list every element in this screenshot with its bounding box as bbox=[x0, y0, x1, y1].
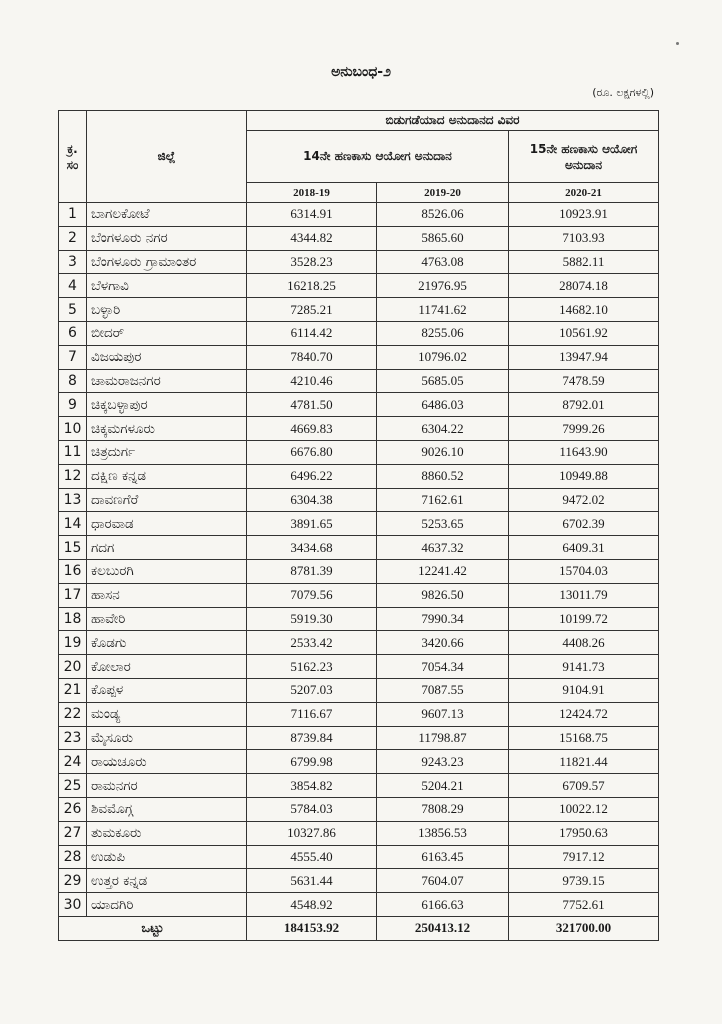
grant-2020-21: 5882.11 bbox=[509, 250, 659, 274]
grant-2020-21: 9739.15 bbox=[509, 869, 659, 893]
grant-2020-21: 10949.88 bbox=[509, 464, 659, 488]
grant-2019-20: 6163.45 bbox=[377, 845, 509, 869]
table-row bbox=[59, 655, 659, 679]
grant-2019-20: 7054.34 bbox=[377, 655, 509, 679]
total-value: 321700.00 bbox=[509, 916, 659, 940]
serial-number: 9 bbox=[59, 393, 87, 417]
grant-2019-20: 4637.32 bbox=[377, 536, 509, 560]
grant-2019-20: 21976.95 bbox=[377, 274, 509, 298]
district-name: ಬೆಳಗಾವಿ bbox=[87, 274, 247, 298]
unit-note: (ರೂ. ಲಕ್ಷಗಳಲ್ಲಿ) bbox=[592, 86, 654, 99]
serial-number: 28 bbox=[59, 845, 87, 869]
header-grant-details: ಬಿಡುಗಡೆಯಾದ ಅನುದಾನದ ವಿವರ bbox=[247, 111, 659, 131]
grant-2020-21: 7917.12 bbox=[509, 845, 659, 869]
grant-2018-19: 6676.80 bbox=[247, 440, 377, 464]
serial-number: 8 bbox=[59, 369, 87, 393]
grant-2020-21: 7999.26 bbox=[509, 417, 659, 441]
table-row bbox=[59, 345, 659, 369]
grant-2020-21: 28074.18 bbox=[509, 274, 659, 298]
grant-2020-21: 10923.91 bbox=[509, 203, 659, 227]
serial-number: 14 bbox=[59, 512, 87, 536]
grant-2019-20: 11798.87 bbox=[377, 726, 509, 750]
grant-2018-19: 8739.84 bbox=[247, 726, 377, 750]
table-row bbox=[59, 607, 659, 631]
serial-number: 12 bbox=[59, 464, 87, 488]
district-name: ಕೊಪ್ಪಳ bbox=[87, 678, 247, 702]
table-row bbox=[59, 250, 659, 274]
grant-2019-20: 9243.23 bbox=[377, 750, 509, 774]
grant-2020-21: 10022.12 bbox=[509, 797, 659, 821]
total-value: 250413.12 bbox=[377, 916, 509, 940]
district-name: ಬೀದರ್ bbox=[87, 321, 247, 345]
district-name: ಚಿಕ್ಕಬಳ್ಳಾಪುರ bbox=[87, 393, 247, 417]
table-row bbox=[59, 702, 659, 726]
grant-2019-20: 5865.60 bbox=[377, 226, 509, 250]
table-row bbox=[59, 821, 659, 845]
grant-2018-19: 2533.42 bbox=[247, 631, 377, 655]
grant-2020-21: 7752.61 bbox=[509, 893, 659, 917]
district-name: ಧಾರವಾಡ bbox=[87, 512, 247, 536]
serial-number: 3 bbox=[59, 250, 87, 274]
grant-2018-19: 5162.23 bbox=[247, 655, 377, 679]
grant-2020-21: 10199.72 bbox=[509, 607, 659, 631]
table-row bbox=[59, 464, 659, 488]
district-name: ಯಾದಗಿರಿ bbox=[87, 893, 247, 917]
serial-number: 13 bbox=[59, 488, 87, 512]
table-row bbox=[59, 750, 659, 774]
grant-2019-20: 9026.10 bbox=[377, 440, 509, 464]
grant-2019-20: 9826.50 bbox=[377, 583, 509, 607]
grant-2018-19: 8781.39 bbox=[247, 559, 377, 583]
district-name: ಮಂಡ್ಯ bbox=[87, 702, 247, 726]
grant-2019-20: 8526.06 bbox=[377, 203, 509, 227]
grant-2019-20: 13856.53 bbox=[377, 821, 509, 845]
serial-number: 4 bbox=[59, 274, 87, 298]
grant-2020-21: 13011.79 bbox=[509, 583, 659, 607]
serial-number: 22 bbox=[59, 702, 87, 726]
table-row bbox=[59, 226, 659, 250]
district-name: ರಾಯಚೂರು bbox=[87, 750, 247, 774]
district-name: ಕೋಲಾರ bbox=[87, 655, 247, 679]
table-row bbox=[59, 536, 659, 560]
table-row bbox=[59, 488, 659, 512]
grant-2018-19: 7840.70 bbox=[247, 345, 377, 369]
grant-2020-21: 11821.44 bbox=[509, 750, 659, 774]
grant-2020-21: 6702.39 bbox=[509, 512, 659, 536]
serial-number: 6 bbox=[59, 321, 87, 345]
grant-2018-19: 5207.03 bbox=[247, 678, 377, 702]
table-row bbox=[59, 298, 659, 322]
grant-2018-19: 5919.30 bbox=[247, 607, 377, 631]
header-district: ಜಿಲ್ಲೆ bbox=[87, 111, 247, 203]
grant-2018-19: 6114.42 bbox=[247, 321, 377, 345]
district-name: ಗದಗ bbox=[87, 536, 247, 560]
table-row bbox=[59, 726, 659, 750]
district-name: ತುಮಕೂರು bbox=[87, 821, 247, 845]
district-name: ಬಳ್ಳಾರಿ bbox=[87, 298, 247, 322]
grant-2019-20: 5204.21 bbox=[377, 774, 509, 798]
grant-2020-21: 7478.59 bbox=[509, 369, 659, 393]
table-row bbox=[59, 417, 659, 441]
district-name: ಹಾಸನ bbox=[87, 583, 247, 607]
serial-number: 1 bbox=[59, 203, 87, 227]
district-name: ಹಾವೇರಿ bbox=[87, 607, 247, 631]
grant-2019-20: 5253.65 bbox=[377, 512, 509, 536]
grant-2019-20: 7604.07 bbox=[377, 869, 509, 893]
grant-2019-20: 6304.22 bbox=[377, 417, 509, 441]
table-row bbox=[59, 369, 659, 393]
grant-2020-21: 13947.94 bbox=[509, 345, 659, 369]
grant-2018-19: 4669.83 bbox=[247, 417, 377, 441]
grant-2018-19: 4210.46 bbox=[247, 369, 377, 393]
table-row bbox=[59, 274, 659, 298]
grant-2018-19: 6496.22 bbox=[247, 464, 377, 488]
serial-number: 16 bbox=[59, 559, 87, 583]
grant-2019-20: 7808.29 bbox=[377, 797, 509, 821]
serial-number: 10 bbox=[59, 417, 87, 441]
serial-number: 5 bbox=[59, 298, 87, 322]
table-row bbox=[59, 440, 659, 464]
table-row bbox=[59, 869, 659, 893]
grant-2018-19: 3434.68 bbox=[247, 536, 377, 560]
district-name: ಕೊಡಗು bbox=[87, 631, 247, 655]
header-serial: ಕ್ರ. ಸಂ bbox=[59, 111, 87, 203]
table-row bbox=[59, 678, 659, 702]
grant-2018-19: 16218.25 bbox=[247, 274, 377, 298]
table-row bbox=[59, 321, 659, 345]
serial-number: 15 bbox=[59, 536, 87, 560]
grant-2018-19: 7079.56 bbox=[247, 583, 377, 607]
table-row bbox=[59, 631, 659, 655]
grant-2018-19: 6799.98 bbox=[247, 750, 377, 774]
serial-number: 26 bbox=[59, 797, 87, 821]
serial-number: 24 bbox=[59, 750, 87, 774]
scan-speck bbox=[676, 42, 679, 45]
grant-2020-21: 9141.73 bbox=[509, 655, 659, 679]
grant-2020-21: 9104.91 bbox=[509, 678, 659, 702]
grant-2019-20: 8860.52 bbox=[377, 464, 509, 488]
serial-number: 27 bbox=[59, 821, 87, 845]
grant-2019-20: 3420.66 bbox=[377, 631, 509, 655]
grant-2020-21: 15168.75 bbox=[509, 726, 659, 750]
district-name: ಉತ್ತರ ಕನ್ನಡ bbox=[87, 869, 247, 893]
grant-2019-20: 6486.03 bbox=[377, 393, 509, 417]
district-name: ಬಾಗಲಕೋಟೆ bbox=[87, 203, 247, 227]
table-row bbox=[59, 393, 659, 417]
grant-2018-19: 3891.65 bbox=[247, 512, 377, 536]
grant-2019-20: 5685.05 bbox=[377, 369, 509, 393]
grant-2020-21: 11643.90 bbox=[509, 440, 659, 464]
header-year: 2019-20 bbox=[377, 183, 509, 203]
grant-2018-19: 4548.92 bbox=[247, 893, 377, 917]
grant-2019-20: 7990.34 bbox=[377, 607, 509, 631]
table-row bbox=[59, 797, 659, 821]
grant-2020-21: 15704.03 bbox=[509, 559, 659, 583]
district-name: ಚಾಮರಾಜನಗರ bbox=[87, 369, 247, 393]
total-label: ಒಟ್ಟು bbox=[59, 916, 247, 940]
grant-2019-20: 4763.08 bbox=[377, 250, 509, 274]
serial-number: 19 bbox=[59, 631, 87, 655]
district-name: ವಿಜಯಪುರ bbox=[87, 345, 247, 369]
table-row bbox=[59, 512, 659, 536]
grant-2020-21: 6409.31 bbox=[509, 536, 659, 560]
table-row bbox=[59, 559, 659, 583]
header-year: 2020-21 bbox=[509, 183, 659, 203]
grant-2018-19: 4781.50 bbox=[247, 393, 377, 417]
district-name: ದಾವಣಗೆರೆ bbox=[87, 488, 247, 512]
grant-2019-20: 11741.62 bbox=[377, 298, 509, 322]
grant-2019-20: 7162.61 bbox=[377, 488, 509, 512]
page-heading: ಅನುಬಂಧ-೨ bbox=[331, 64, 391, 80]
district-name: ಶಿವಮೊಗ್ಗ bbox=[87, 797, 247, 821]
grant-2018-19: 5631.44 bbox=[247, 869, 377, 893]
table-row bbox=[59, 203, 659, 227]
grant-2019-20: 12241.42 bbox=[377, 559, 509, 583]
header-fc15: 15ನೇ ಹಣಕಾಸು ಆಯೋಗ ಅನುದಾನ bbox=[509, 131, 659, 183]
serial-number: 11 bbox=[59, 440, 87, 464]
grant-2019-20: 7087.55 bbox=[377, 678, 509, 702]
grant-2018-19: 3528.23 bbox=[247, 250, 377, 274]
grant-2018-19: 6314.91 bbox=[247, 203, 377, 227]
district-name: ಬೆಂಗಳೂರು ನಗರ bbox=[87, 226, 247, 250]
table-row bbox=[59, 845, 659, 869]
serial-number: 20 bbox=[59, 655, 87, 679]
district-name: ರಾಮನಗರ bbox=[87, 774, 247, 798]
serial-number: 29 bbox=[59, 869, 87, 893]
grant-2018-19: 3854.82 bbox=[247, 774, 377, 798]
grant-2020-21: 10561.92 bbox=[509, 321, 659, 345]
table-row bbox=[59, 893, 659, 917]
serial-number: 23 bbox=[59, 726, 87, 750]
grant-2020-21: 9472.02 bbox=[509, 488, 659, 512]
serial-number: 25 bbox=[59, 774, 87, 798]
serial-number: 30 bbox=[59, 893, 87, 917]
grant-2020-21: 8792.01 bbox=[509, 393, 659, 417]
district-name: ದಕ್ಷಿಣ ಕನ್ನಡ bbox=[87, 464, 247, 488]
header-year: 2018-19 bbox=[247, 183, 377, 203]
grant-2019-20: 9607.13 bbox=[377, 702, 509, 726]
table-row bbox=[59, 583, 659, 607]
district-name: ಚಿಕ್ಕಮಗಳೂರು bbox=[87, 417, 247, 441]
grant-2020-21: 17950.63 bbox=[509, 821, 659, 845]
grant-2019-20: 6166.63 bbox=[377, 893, 509, 917]
grant-2019-20: 10796.02 bbox=[377, 345, 509, 369]
serial-number: 2 bbox=[59, 226, 87, 250]
serial-number: 7 bbox=[59, 345, 87, 369]
grant-table bbox=[58, 110, 659, 941]
grant-2018-19: 7116.67 bbox=[247, 702, 377, 726]
grant-2018-19: 6304.38 bbox=[247, 488, 377, 512]
grant-2020-21: 12424.72 bbox=[509, 702, 659, 726]
total-row bbox=[59, 916, 659, 940]
grant-2018-19: 10327.86 bbox=[247, 821, 377, 845]
grant-2018-19: 7285.21 bbox=[247, 298, 377, 322]
total-value: 184153.92 bbox=[247, 916, 377, 940]
district-name: ಕಲಬುರಗಿ bbox=[87, 559, 247, 583]
grant-2020-21: 7103.93 bbox=[509, 226, 659, 250]
grant-2020-21: 4408.26 bbox=[509, 631, 659, 655]
district-name: ಬೆಂಗಳೂರು ಗ್ರಾಮಾಂತರ bbox=[87, 250, 247, 274]
district-name: ಮೈಸೂರು bbox=[87, 726, 247, 750]
grant-2020-21: 14682.10 bbox=[509, 298, 659, 322]
serial-number: 21 bbox=[59, 678, 87, 702]
grant-2018-19: 4555.40 bbox=[247, 845, 377, 869]
serial-number: 18 bbox=[59, 607, 87, 631]
district-name: ಉಡುಪಿ bbox=[87, 845, 247, 869]
grant-2019-20: 8255.06 bbox=[377, 321, 509, 345]
grant-2018-19: 5784.03 bbox=[247, 797, 377, 821]
grant-2020-21: 6709.57 bbox=[509, 774, 659, 798]
table-row bbox=[59, 774, 659, 798]
serial-number: 17 bbox=[59, 583, 87, 607]
district-name: ಚಿತ್ರದುರ್ಗ bbox=[87, 440, 247, 464]
header-fc14: 14ನೇ ಹಣಕಾಸು ಆಯೋಗ ಅನುದಾನ bbox=[247, 131, 509, 183]
grant-2018-19: 4344.82 bbox=[247, 226, 377, 250]
